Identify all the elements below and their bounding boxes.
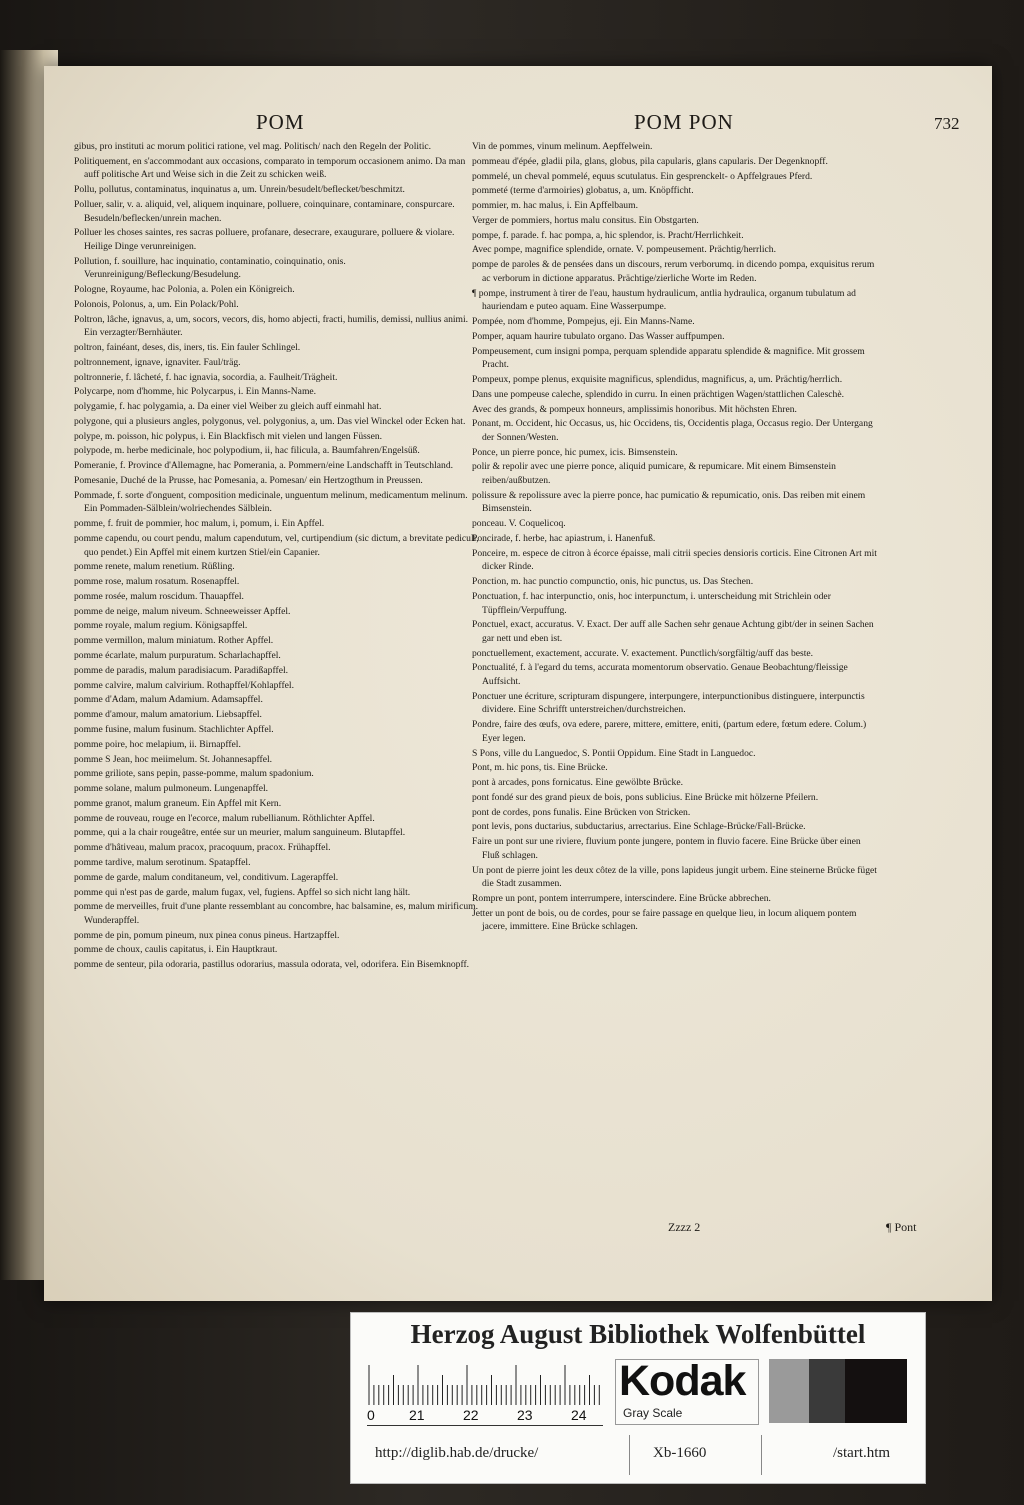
dictionary-entry: Ponce, un pierre ponce, hic pumex, icis. Bimsenstein. xyxy=(472,446,678,458)
dictionary-entry: pomme écarlate, malum purpuratum. Scharlachapffel. xyxy=(74,650,281,662)
dictionary-entry: ponctuellement, exactement, accurate. V. exactement. Punctlich/sorgfältig/auff das beste. xyxy=(472,647,814,659)
signature-mark: Zzzz 2 xyxy=(668,1220,701,1234)
ruler-number: 24 xyxy=(571,1407,587,1423)
dictionary-entry: Pondre, faire des œufs, ova edere, parere, mittere, emittere, eniti, (partum edere, fœtum edere. Colum.) Eyer legen. xyxy=(472,719,867,744)
dictionary-entry: Ponction, m. hac punctio compunctio, onis, hic punctus, us. Das Stechen. xyxy=(472,576,754,588)
dictionary-entry: poltron, fainéant, deses, dis, iners, tis. Ein fauler Schlingel. xyxy=(74,342,301,353)
divider xyxy=(761,1435,762,1475)
dictionary-entry: Verger de pommiers, hortus malu consitus. Ein Obstgarten. xyxy=(472,214,699,226)
dictionary-entry: Poltron, lâche, ignavus, a, um, socors, vecors, dis, homo abjecti, fracti, humilis, demissi, nullius animi. Ein verzagter/Bernhäuter. xyxy=(74,313,469,339)
url-suffix[interactable]: /start.htm xyxy=(833,1445,891,1461)
dictionary-entry: Dans une pompeuse caleche, splendido in curru. In einen prächtigen Wagen/stattlichen Caleschè. xyxy=(472,388,845,400)
ruler-number: 0 xyxy=(367,1407,375,1423)
dictionary-entry: Polycarpe, nom d'homme, hic Polycarpus, i. Ein Manns-Name. xyxy=(74,386,317,398)
dictionary-entry: polype, m. poisson, hic polypus, i. Ein Blackfisch mit vielen und langen Füssen. xyxy=(74,430,383,442)
dictionary-entry: pomme S Jean, hoc meiimelum. St. Johannesapffel. xyxy=(74,753,273,765)
dictionary-entry: pomme d'Adam, malum Adamium. Adamsapffel. xyxy=(74,694,263,706)
ruler-ticks xyxy=(367,1359,603,1405)
dictionary-entry: Un pont de pierre joint les deux côtez de la ville, pons lapideus jungit urbem. Eine steinerne Brücke füget die Stadt zusammen. xyxy=(472,864,877,890)
dictionary-entry: Pont, m. hic pons, tis. Eine Brücke. xyxy=(472,762,608,774)
dictionary-entry: pont fondé sur des grand pieux de bois, pons sublicius. Eine Brücke mit hölzerne Pfeilern. xyxy=(472,791,819,803)
dictionary-entry: Ponctualité, f. à l'egard du tems, accurata momentorum observatio. Genaue Beobachtung/fleissige Auffsicht. xyxy=(472,662,848,688)
dictionary-entry: Pompée, nom d'homme, Pompejus, eji. Ein Manns-Name. xyxy=(472,316,695,327)
library-name: Herzog August Bibliothek Wolfenbüttel xyxy=(410,1319,866,1349)
running-head-left: POM xyxy=(256,110,305,134)
gray-swatch-light xyxy=(769,1359,809,1423)
dictionary-entry: Faire un pont sur une riviere, fluvium ponte jungere, pontem in fluvio facere. Eine Brücke über einen Fluß schlagen. xyxy=(472,836,861,861)
dictionary-entry: Jetter un pont de bois, ou de cordes, pour se faire passage en quelque lieu, in locum aliquem pontem jacere, immittere. Eine Brücke schlagen. xyxy=(472,907,857,933)
dictionary-entry: polissure & repolissure avec la pierre ponce, hac pumicatio & repumicatio, onis. Das reiben mit einem Bimsenstein. xyxy=(472,489,866,515)
dictionary-entry: Ponant, m. Occident, hic Occasus, us, hic Occidens, tis, Occidentis plaga, Occasus regio. Der Untergang der Sonnen/Westen. xyxy=(472,418,873,443)
dictionary-entry: Polluer les choses saintes, res sacras polluere, profanare, desecrare, exaugurare, polluere & violare. Heilige Dinge verunreinigen. xyxy=(74,227,455,252)
dictionary-entry: pomme royale, malum regium. Königsapffel. xyxy=(74,620,248,632)
dictionary-entry: Ponctuel, exact, accuratus. V. Exact. Der auff alle Sachen sehr genaue Achtung gibt/der in seinen Sachen gar nett und eben ist. xyxy=(472,619,874,644)
dictionary-entry: Pompeusement, cum insigni pompa, perquam splendide apparatu splendide & magnifice. Mit grossem Pracht. xyxy=(472,345,865,371)
dictionary-entry: pomme rosée, malum roscidum. Thauapffel. xyxy=(74,590,244,602)
dictionary-entry: Poncirade, f. herbe, hac apiastrum, i. Hanenfuß. xyxy=(472,532,656,544)
dictionary-entry: pomme, f. fruit de pommier, hoc malum, i, pomum, i. Ein Apffel. xyxy=(74,518,325,530)
dictionary-entry: pont à arcades, pons fornicatus. Eine gewölbte Brücke. xyxy=(472,777,683,789)
dictionary-entry: pomme de choux, caulis capitatus, i. Ein Hauptkraut. xyxy=(74,944,278,956)
dictionary-entry: polypode, m. herbe medicinale, hoc polypodium, ii, hac filicula, a. Baumfahren/Engelsüß. xyxy=(74,445,420,457)
dictionary-entry: Ponctuation, f. hac interpunctio, onis, hoc interpunctum, i. unterscheidung mit Strichlein oder Tüpfflein/Verpuffung. xyxy=(472,590,831,616)
dictionary-entry: pomme de garde, malum conditaneum, vel, conditivum. Lagerapffel. xyxy=(74,871,339,883)
dictionary-entry: pompe de paroles & de pensées dans un discours, rerum verborumq. in dicendo pompa, exquisitus rerum ac verborum in dictione apparatus. Prächtige/zierliche Worte im Reden. xyxy=(472,259,875,284)
dictionary-entry: pomme qui n'est pas de garde, malum fugax, vel, fugiens. Apffel so sich nicht lang hält. xyxy=(74,886,411,898)
dictionary-entry: Pompeux, pompe plenus, exquisite magnificus, splendidus, magnificus, a, um. Prächtig/herrlich. xyxy=(472,373,843,385)
ruler-number: 23 xyxy=(517,1407,533,1423)
dictionary-entry: pomme de paradis, malum paradisiacum. Paradißapffel. xyxy=(74,664,289,676)
dictionary-entry: pommeté (terme d'armoiries) globatus, a, um. Knöpfficht. xyxy=(472,185,694,197)
dictionary-entry: Rompre un pont, pontem interrumpere, interscindere. Eine Brücke abbrechen. xyxy=(472,893,771,904)
dictionary-entry: poltronnement, ignave, ignaviter. Faul/träg. xyxy=(74,356,241,368)
dictionary-entry: pomme fusine, malum fusinum. Stachlichter Apffel. xyxy=(74,723,274,735)
dictionary-entry: Pollution, f. souillure, hac inquinatio, contaminatio, coinquinatio, onis. Verunreinigung/Befleckung/Besudelung. xyxy=(74,255,346,281)
dictionary-entry: poltronnerie, f. lâcheté, f. hac ignavia, socordia, a. Faulheit/Trägheit. xyxy=(74,371,338,383)
dictionary-entry: gibus, pro instituti ac morum politici ratione, vel mag. Politisch/ nach den Regeln der Politic. xyxy=(74,141,432,152)
dictionary-entry: pompe, f. parade. f. hac pompa, a, hic splendor, is. Pracht/Herrlichkeit. xyxy=(472,229,744,241)
dictionary-entry: pomme renete, malum renetium. Rüßling. xyxy=(74,561,235,573)
left-column xyxy=(74,140,482,973)
dictionary-entry: Pollu, pollutus, contaminatus, inquinatus a, um. Unrein/besudelt/beflecket/beschmitzt. xyxy=(74,184,405,196)
right-column xyxy=(472,140,880,935)
dictionary-entry: ¶ pompe, instrument à tirer de l'eau, haustum hydraulicum, antlia hydraulica, organum tubulatum ad hauriendam e puteo aquam. Eine Wasserpumpe. xyxy=(472,287,856,313)
dictionary-entry: pomme de senteur, pila odoraria, pastillus odorarius, massula odorata, vel, odorifera. Ein Bisemknopff. xyxy=(74,959,470,971)
dictionary-entry: pommeau d'épée, gladii pila, glans, globus, pila capularis, glans capularis. Der Degenknopff. xyxy=(472,155,828,167)
dictionary-entry: Ponctuer une écriture, scripturam dispungere, interpungere, interpunctionibus distinguere, interpunctis dividere. Eine Schrifft unterstreichen/durchstreichen. xyxy=(472,690,865,716)
dictionary-entry: pomme granot, malum graneum. Ein Apffel mit Kern. xyxy=(74,797,282,809)
dictionary-entry: pomme rose, malum rosatum. Rosenapffel. xyxy=(74,576,240,588)
dictionary-entry: polir & repolir avec une pierre ponce, aliquid pumicare, & repumicare. Mit einem Bimsenstein reiben/außbutzen. xyxy=(472,461,836,487)
digilib-url[interactable]: http://diglib.hab.de/drucke/ xyxy=(375,1445,539,1461)
dictionary-entry: polygone, qui a plusieurs angles, polygonus, vel. polygonius, a, um. Das viel Winckel oder Ecken hat. xyxy=(74,415,466,427)
dictionary-entry: pomme tardive, malum serotinum. Spatapffel. xyxy=(74,856,251,868)
dictionary-entry: pommier, m. hac malus, i. Ein Apffelbaum. xyxy=(472,200,638,212)
dictionary-entry: pomme d'amour, malum amatorium. Liebsapffel. xyxy=(74,709,262,721)
dictionary-entry: Politiquement, en s'accommodant aux occasions, comparato in temporum occasionem animo. Da man auff politische Art und Weise sich in die Zeit zu schicken weiß. xyxy=(74,155,466,181)
dictionary-entry: Avec des grands, & pompeux honneurs, amplissimis honoribus. Mit höchsten Ehren. xyxy=(472,403,797,415)
ruler-number: 21 xyxy=(409,1407,425,1423)
dictionary-entry: pomme vermillon, malum miniatum. Rother Apffel. xyxy=(74,635,274,647)
dictionary-entry: Pomper, aquam haurire tubulato organo. Das Wasser auffpumpen. xyxy=(472,330,725,342)
dictionary-entry: Polluer, salir, v. a. aliquid, vel, aliquem inquinare, polluere, coinquinare, contaminare, conspurcare. Besudeln/beflecken/unrein machen. xyxy=(74,198,455,224)
dictionary-entry: pomme de merveilles, fruit d'une plante ressemblant au concombre, hac balsamine, es, malum mirificum. Wunderapffel. xyxy=(74,901,479,926)
kodak-logo: Kodak xyxy=(619,1357,746,1405)
dictionary-entry: pomme calvire, malum calvirium. Rothapffel/Kohlapffel. xyxy=(74,679,294,691)
dictionary-entry: pomme capendu, ou court pendu, malum capendutum, vel, curtipendium (sic dictum, a brevitate pediculi, quo pendet.) Ein Apffel mit einem kurtzen Stiel/ein Capanier. xyxy=(74,532,479,558)
page-number: 732 xyxy=(934,114,960,133)
dictionary-entry: Pommade, f. sorte d'onguent, composition medicinale, unguentum melinum, medicamentum melinum. Ein Pommaden-Sälblein/wolriechendes Sälblein. xyxy=(74,489,468,515)
dictionary-entry: pomme de pin, pomum pineum, nux pinea conus pineus. Hartzapffel. xyxy=(74,929,340,941)
catchword: ¶ Pont xyxy=(886,1220,917,1234)
dictionary-entry: pomme solane, malum pulmoneum. Lungenapffel. xyxy=(74,783,269,795)
dictionary-entry: pomme de rouveau, rouge en l'ecorce, malum rubellianum. Röthlichter Apffel. xyxy=(74,812,375,824)
dictionary-entry: Pologne, Royaume, hac Polonia, a. Polen ein Königreich. xyxy=(74,284,295,296)
dictionary-entry: Vin de pommes, vinum melinum. Aepffelwein. xyxy=(472,141,653,152)
dictionary-entry: S Pons, ville du Languedoc, S. Pontii Oppidum. Eine Stadt in Languedoc. xyxy=(472,747,756,759)
library-label xyxy=(350,1312,926,1484)
shelfmark: Xb-1660 xyxy=(653,1445,707,1461)
scale-ruler xyxy=(367,1359,603,1426)
dictionary-entry: pomme d'hâtiveau, malum pracox, pracoquum, pracox. Frühapffel. xyxy=(74,842,331,854)
gray-swatch-dark xyxy=(809,1359,845,1423)
dictionary-entry: ponceau. V. Coquelicoq. xyxy=(472,518,566,530)
dictionary-entry: pont levis, pons ductarius, subductarius, arrectarius. Eine Schlage-Brücke/Fall-Brücke. xyxy=(472,821,806,833)
dictionary-entry: pomme, qui a la chair rougeâtre, entée sur un meurier, malum sanguineum. Blutapffel. xyxy=(74,827,406,839)
dictionary-entry: pont de cordes, pons funalis. Eine Brücken von Stricken. xyxy=(472,806,691,818)
dictionary-entry: Polonois, Polonus, a, um. Ein Polack/Pohl. xyxy=(74,298,239,310)
book-page xyxy=(44,66,992,1301)
ruler-number: 22 xyxy=(463,1407,479,1423)
dictionary-entry: Ponceire, m. espece de citron à écorce épaisse, mali citrii species densioris corticis. Eine Citronen Art mit dicker Rinde. xyxy=(472,547,877,573)
dictionary-entry: pomme poire, hoc melapium, ii. Birnapffel. xyxy=(74,738,241,750)
running-head-right: POM PON xyxy=(634,110,734,134)
gray-scale-caption: Gray Scale xyxy=(623,1406,683,1420)
dictionary-entry: pomme griliote, sans pepin, passe-pomme, malum spadonium. xyxy=(74,768,314,780)
divider xyxy=(629,1435,630,1475)
dictionary-entry: pomme de neige, malum niveum. Schneeweisser Apffel. xyxy=(74,605,291,617)
gray-swatch-black xyxy=(845,1359,907,1423)
dictionary-entry: pommelé, un cheval pommelé, equus scutulatus. Ein gesprenckelt- o Apffelgraues Pferd. xyxy=(472,170,813,182)
dictionary-entry: Pomesanie, Duché de la Prusse, hac Pomesania, a. Pomesan/ ein Hertzogthum in Preussen. xyxy=(74,475,423,487)
dictionary-entry: polygamie, f. hac polygamia, a. Da einer viel Weiber zu gleich auff einmahl hat. xyxy=(74,401,382,413)
dictionary-entry: Avec pompe, magnifice splendide, ornate. V. pompeusement. Prächtig/herrlich. xyxy=(472,244,776,256)
dictionary-entry: Pomeranie, f. Province d'Allemagne, hac Pomerania, a. Pommern/eine Landschafft in Teutschland. xyxy=(74,460,454,472)
